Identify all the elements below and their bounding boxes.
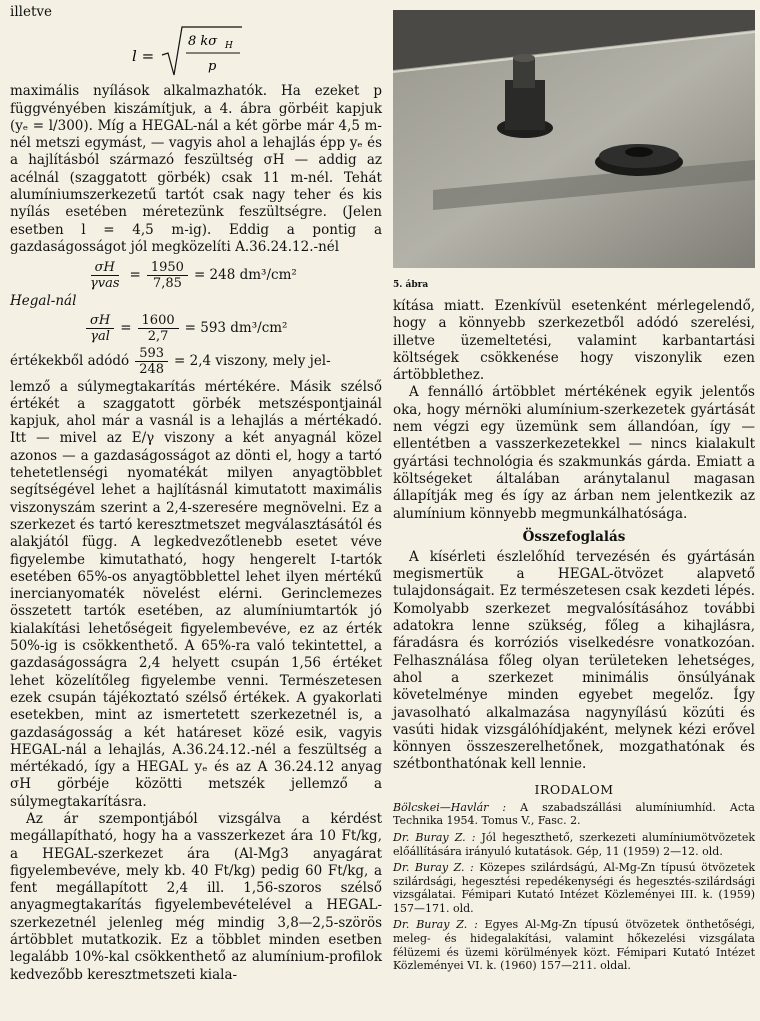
right-column <box>393 4 755 976</box>
section-heading-summary: Összefoglalás <box>522 528 626 545</box>
reference-item: Bölcskei—Havlár : A szabadszállási alumíniumhíd. Acta Technika 1954. Tomus V., Fasc. 2. <box>393 800 755 828</box>
formula-numerator-sub: H <box>225 41 233 52</box>
references-heading: IRODALOM <box>534 781 614 797</box>
reference-item: Dr. Buray Z. : Egyes Al-Mg-Zn típusú ötvözetek önthetőségi, meleg- és hidegalakítási, valamint hőkezelési vizsgálata félüzemi és üzemi körülmények közt. Fémipari Kutató Intézet Közleményei VI. k. (1960) 157—211. oldal. <box>393 918 755 973</box>
figure-caption: 5. ábra <box>393 280 429 290</box>
eq1-num2: 1950 <box>147 260 188 276</box>
eq3-num: 593 <box>135 346 168 362</box>
reference-item: Dr. Buray Z. : Közepes szilárdságú, Al-Mg-Zn típusú ötvözetek szilárdsági, hegesztési repedékenységi és hegesztés-szilárdsági vizsgálatai. Fémipari Kutató Intézet Közleményei III. k. (1959) 157—171. old. <box>393 861 755 915</box>
paragraph-1: maximális nyílások alkalmazhatók. Ha ezeket p függvényében kiszámítjuk, a 4. ábra görbéit kapjuk (yₑ = l/300). Míg a HEGAL-nál a két görbe már 4,5 m-nél metszi egymást, — vagyis ahol a lehajlás épp yₑ és a hajlításból származó feszültség σH — addig az acélnál (szaggatott görbék) csak 11 m-nél. Tehát alumíniumszerkezetű tartót csak nagy teher és kis nyílás esetében méretezünk feszültségre. (Jelen esetben l = 4,5 m-ig). Eddig a pontig a gazdaságosságot jól megközelíti A.36.24.12.-nél <box>10 83 382 255</box>
right-paragraph-1: kítása miatt. Ezenkívül esetenként mérlegelendő, hogy a könnyebb szerkezetből adódó szerelési, illetve üzemeltetési, valamint karbantartási költségek csökkenése hogy viszonylik ezen ártöbblethez. <box>393 298 755 384</box>
paragraph-illetve: illetve <box>10 4 52 20</box>
figure-5-photo <box>393 10 755 268</box>
equation-aluminium: $\frac{\sigma H}{\text{γal}}$ = $\frac{1600}{2,7}$ = 593 dm³/cm² <box>80 313 382 344</box>
right-paragraph-3: A kísérleti észlelőhíd tervezésén és gyártásán megismertük a HEGAL-ötvözet alapvető tulajdonságait. Ez természetesen csak kezdeti lépés. Komolyabb szerkezet megvalósításához további adatokra lenne szükség, főleg a kihajlásra, fáradásra és korróziós viselkedésre vonatkozóan. Felhasználása főleg olyan területeken lehetséges, ahol a szerkezet minimális önsúlyának követelménye minden egyebet megelőz. Így javasolható alkalmazása nagynyílású közúti és vasúti hidak vizsgálóhídjaként, melynek kézi erővel könnyen összeszerelhetőnek, mozgathatónak és szétbonthatónak kell lennie. <box>393 548 755 773</box>
references-list <box>393 801 755 973</box>
eq1-den: γvas <box>90 276 120 292</box>
paragraph-2: lemző a súlymegtakarítás mértékére. Másik szélső értékét a szaggatott görbék metszéspontjainál kapjuk, ahol már a vasnál is a lehajlás a mértékadó. Itt — mivel az E/γ viszony a két anyagnál közel azonos — a gazdaságosságot az dönti el, hogy a tartó tehetetlenségi nyomatékát milyen anyagtöbblet segítségével lehet a hajlításnál kimutatott maximális viszonyszám szerint a 2,4-szeresére megnövelni. Ez a szerkezet és tartó keresztmetszet megválasztásától és alakjától függ. A legkedvezőtlenebb esetet véve figyelembe kimutatható, hogy hengerelt I-tartók esetében 65%-os anyagtöbblettel lehet ilyen mértékű inercianyomaték növelést elérni. Gerinclemezes összetett tartók esetében, az alumíniumtartók jó kialakítási lehetőségeit figyelembevéve, ez az érték 50%-ig is csökkenthető. A 65%-ra való tekintettel, a gazdaságosságra 2,4 helyett csupán 1,56 értéket lehet közelítőleg figyelembe venni. Természetesen ezek csupán tájékoztató szélső értékek. A gyakorlati esetekben, mint az ismertetett szerkezetnél is, a gazdaságosság a két határeset közé esik, vagyis HEGAL-nál a lehajlás, A.36.24.12.-nél a feszültség a mértékadó, így a HEGAL yₑ és az A 36.24.12 anyag σH görbéje közötti metszék jellemző a súlymegtakarításra. <box>10 378 382 810</box>
eq3-pre: értékekből adódó <box>10 352 130 369</box>
eq3-den: 248 <box>139 361 165 377</box>
formula-lhs: l = <box>132 47 155 66</box>
eq2-num2: 1600 <box>138 313 179 329</box>
equation-ratio <box>10 346 382 377</box>
formula-numerator: 8 kσ <box>188 34 218 50</box>
right-paragraph-2: A fennálló ártöbblet mértékének egyik jelentős oka, hogy mérnöki alumínium-szerkezetek gyártását nem végzi egy üzemünk sem állandóan, így — ellentétben a vasszerkezetekkel — nincs kialakult gyártási technológia és szakmunkás gárda. Emiatt a költségeket általában aránytalanul magasan állapítják meg és így az árban nem jelentkezik az alumínium könnyebb megmunkálhatósága. <box>393 384 755 522</box>
formula-denominator: p <box>208 59 217 75</box>
formula-max-span <box>10 23 382 81</box>
eq2-num: σH <box>86 313 114 329</box>
eq1-num: σH <box>91 260 119 276</box>
eq1-den2: 7,85 <box>152 276 182 292</box>
eq3-result: = 2,4 viszony, mely jel- <box>174 352 331 369</box>
eq2-den: γal <box>90 328 110 344</box>
left-column <box>10 4 382 984</box>
reference-item: Dr. Buray Z. : Jól hegeszthető, szerkezeti alumíniumötvözetek előállítására irányuló kutatások. Gép, 11 (1959) 2—12. old. <box>393 830 756 858</box>
paragraph-3: Az ár szempontjából vizsgálva a kérdést megállapítható, hogy ha a vasszerkezet ára 10 Ft/kg, a HEGAL-szerkezet ára (Al-Mg3 anyagárat figyelembevéve, mely kb. 40 Ft/kg) pedig 60 Ft/kg, a fent megállapított 2,4 ill. 1,56-szoros szélső anyagmegtakarítás figyelembevételével a HEGAL-szerkezetnél jelenleg még mindig 3,8—2,5-szörös ártöbblet mutatkozik. Ez a többlet minden esetben legalább 10%-kal csökkenthető az alumínium-profilok kedvezőbb keresztmetszeti kiala- <box>10 810 382 983</box>
photo-illustration <box>393 10 755 268</box>
formula-sqrt-svg <box>10 23 382 81</box>
equation-steel: $\frac{\sigma H}{\text{γvas}}$ = $\frac{1950}{7,85}$ = 248 dm³/cm² <box>80 260 382 291</box>
hegal-label: Hegal-nál <box>10 293 77 310</box>
eq2-result: = 593 dm³/cm² <box>184 319 288 336</box>
eq1-result: = 248 dm³/cm² <box>193 267 297 284</box>
eq2-den2: 2,7 <box>147 328 169 344</box>
